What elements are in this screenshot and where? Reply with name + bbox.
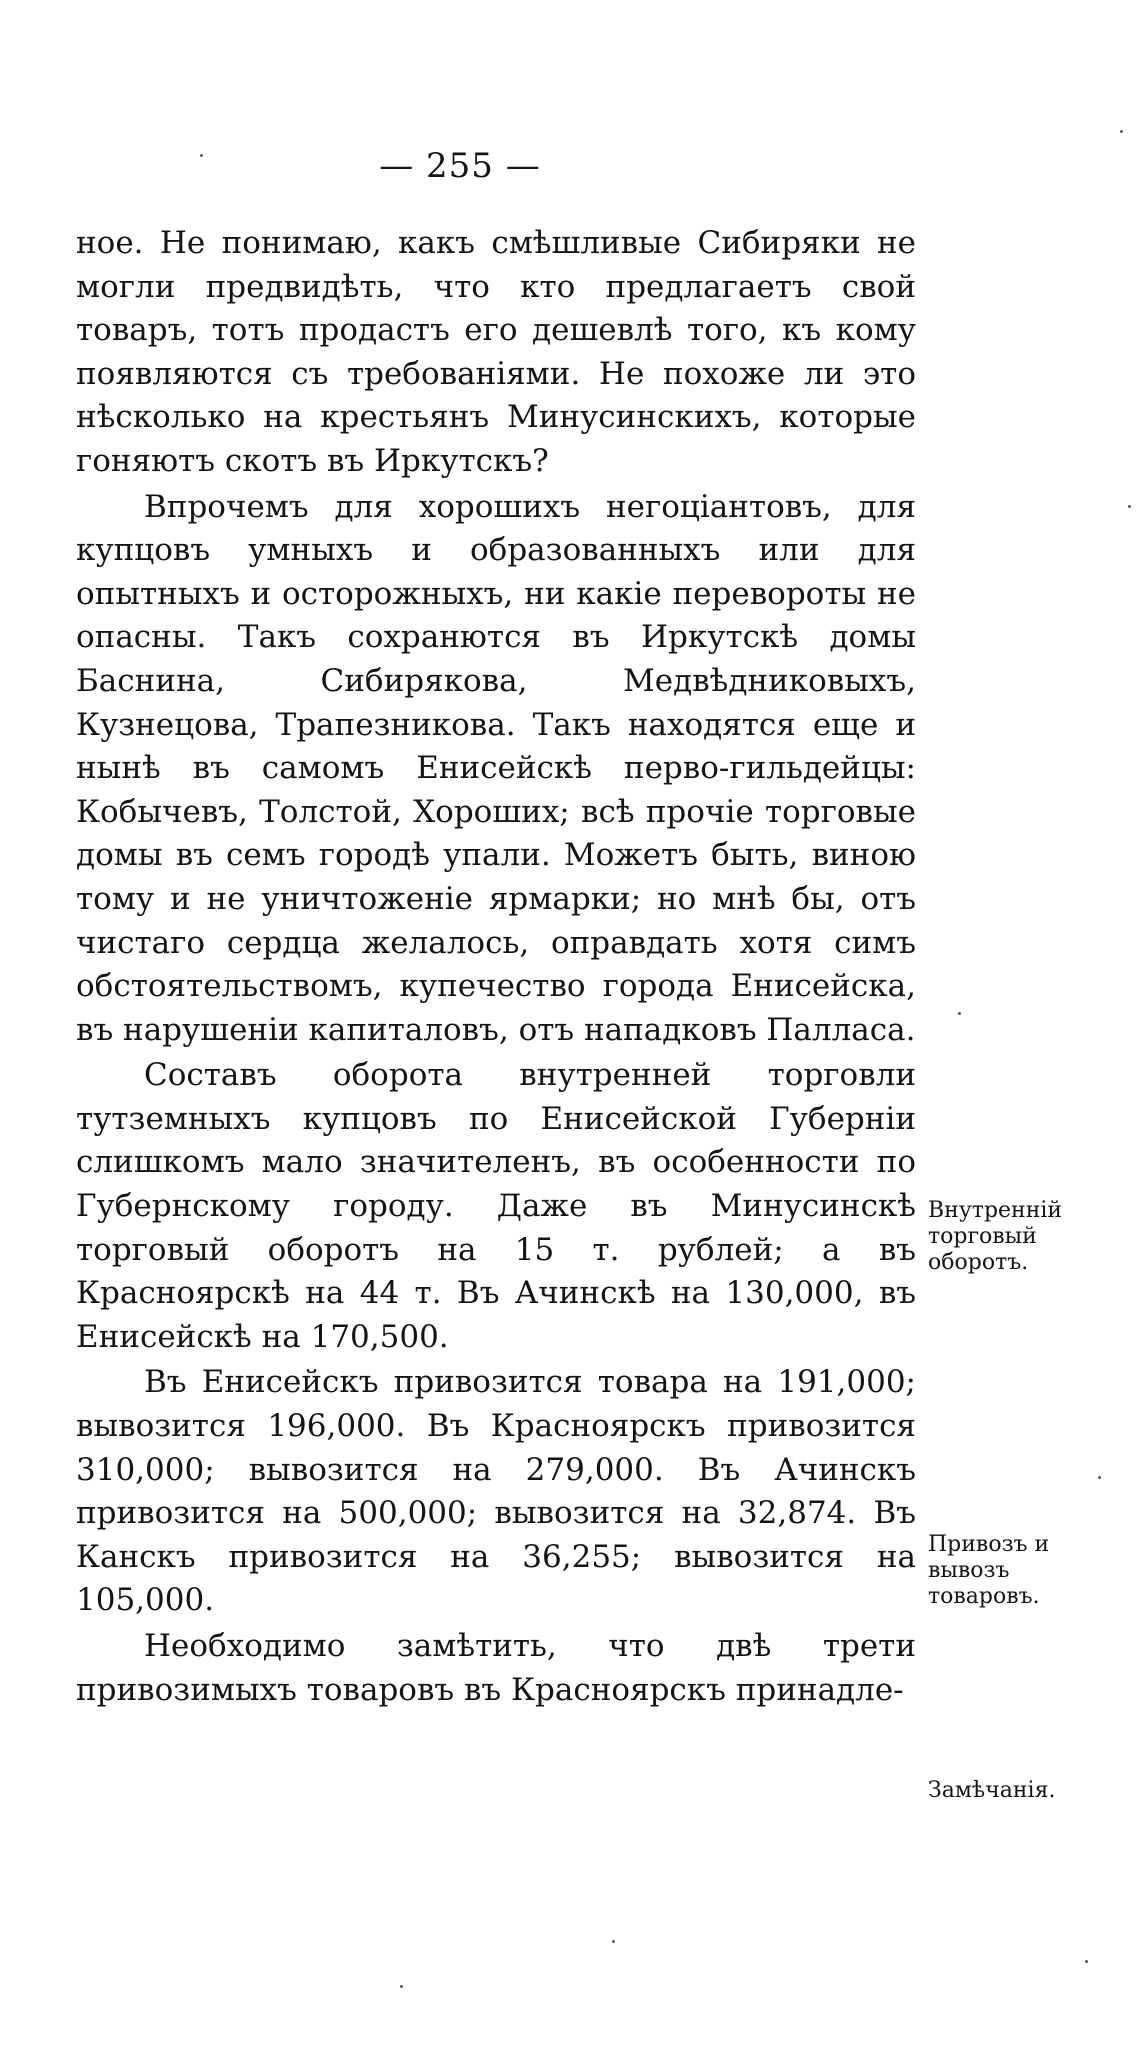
paragraph-3: Составъ оборота внутренней торговли тутземныхъ купцовъ по Енисейской Губерніи слишкомъ мало значителенъ, въ особенности по Губернскому городу. Даже въ Минусинскѣ торговый оборотъ на 15 т. рублей; а въ Красноярскѣ на 44 т. Въ Ачинскѣ на 130,000, въ Енисейскѣ на 170,500. — [76, 1057, 916, 1355]
scan-speck — [612, 1940, 615, 1943]
paragraph-1: ное. Не понимаю, какъ смѣшливые Сибиряки не могли предвидѣть, что кто предлагаетъ свой товаръ, тотъ продастъ его дешевлѣ того, къ кому появляются съ требованіями. Не похоже ли это нѣсколько на крестьянъ Минусинскихъ, которые гоняютъ скотъ въ Иркутскъ? — [76, 225, 916, 479]
page-number: — 255 — — [379, 146, 541, 186]
body-text — [76, 222, 916, 1712]
paragraph-4: Въ Енисейскъ привозится товара на 191,000; вывозится 196,000. Въ Красноярскъ привозится 310,000; вывозится на 279,000. Въ Ачинскъ привозится на 500,000; вывозится на 32,874. Въ Канскъ привозится на 36,255; вывозится на 105,000. — [76, 1364, 916, 1619]
scan-speck — [400, 1985, 403, 1988]
scan-speck — [958, 1012, 961, 1015]
scan-speck — [200, 154, 203, 157]
margin-note-trade: Внутренній торговый оборотъ. — [928, 1198, 1063, 1275]
scan-speck — [1085, 1960, 1088, 1963]
scan-speck — [1128, 505, 1131, 508]
paragraph-2: Впрочемъ для хорошихъ негоціантовъ, для купцовъ умныхъ и образованныхъ или для опытныхъ и осторожныхъ, ни какіе перевороты не опасны. Такъ сохранются въ Иркутскѣ домы Баснина, Сибирякова, Медвѣдниковыхъ, Кузнецова, Трапезникова. Такъ находятся еще и нынѣ въ самомъ Енисейскѣ перво-гильдейцы: Кобычевъ, Толстой, Хороших; всѣ прочіе торговые домы въ семъ городѣ упали. Можетъ быть, виною тому и не уничтоженіе ярмарки; но мнѣ бы, отъ чистаго сердца желалось, оправдать хотя симъ обстоятельствомъ, купечество города Енисейска, въ нарушеніи капиталовъ, отъ нападковъ Палласа. — [76, 488, 916, 1048]
scan-speck — [1098, 1476, 1101, 1479]
scan-speck — [1120, 130, 1123, 133]
margin-note-import-export: Привозъ и вывозъ товаровъ. — [928, 1532, 1050, 1609]
paragraph-5: Необходимо замѣтить, что двѣ трети привозимыхъ товаровъ въ Красноярскъ принадле- — [76, 1628, 916, 1708]
margin-note-remarks: Замѣчанія. — [928, 1778, 1056, 1803]
